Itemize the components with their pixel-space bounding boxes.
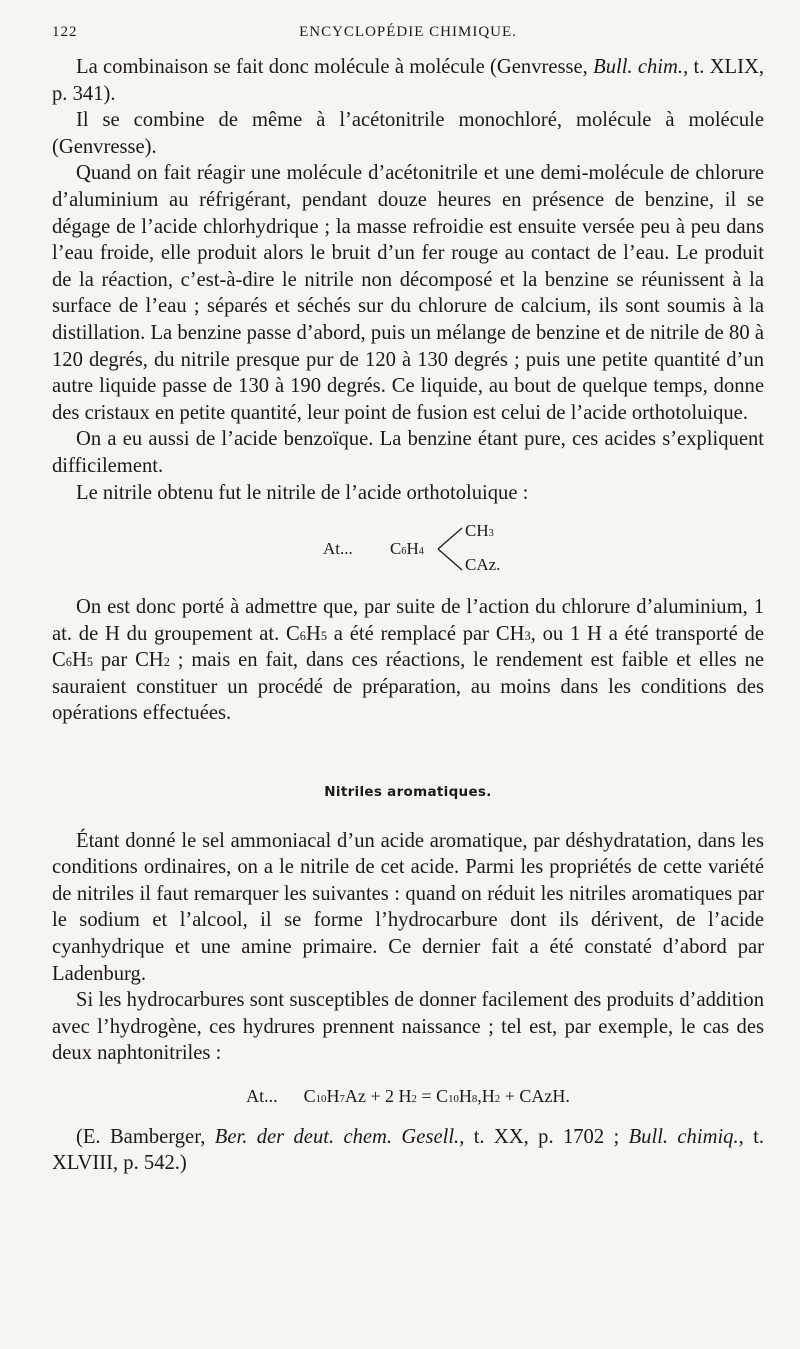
journal-title: Ber. der deut. chem. Gesell. — [214, 1125, 460, 1148]
formula-prefix: At... — [323, 539, 353, 559]
paragraph: La combinaison se fait donc molécule à molécule (Genvresse, Bull. chim., t. XLIX, p. 341). — [52, 56, 764, 105]
page-header — [52, 24, 764, 48]
formula-core: $C^6H^4$ — [390, 539, 424, 559]
formula-bottom-group: CAz. — [465, 555, 501, 575]
page-number: 122 — [52, 24, 78, 40]
section-title: Nitriles aromatiques. — [324, 784, 492, 801]
paragraph: On est donc porté à admettre que, par suite de l’action du chlorure d’aluminium, 1 at. de H du groupement at. $C^6H^5$ a été remplacé par $CH^3$, ou 1 H a été transporté de $C^6H^5$ par $CH^2$ ; mais en fait, dans ces réactions, le rendement est faible et elles ne sauraient constituer un procédé de préparation, au moins dans les conditions des opérations effectuées. — [52, 596, 765, 725]
reference: (E. Bamberger, Ber. der deut. chem. Gesell., t. XX, p. 1702 ; Bull. chimiq., t. XLVIII, p. 542.) — [52, 1125, 764, 1175]
running-title: ENCYCLOPÉDIE CHIMIQUE. — [299, 24, 517, 40]
paragraph: Étant donné le sel ammoniacal d’un acide aromatique, par déshydratation, dans les conditions ordinaires, on a le nitrile de cet acide. Parmi les propriétés de cette variété de nitriles il faut remarquer les suivantes : quand on réduit les nitriles aromatiques par le sodium et l’alcool, il se forme l’hydrocarbure dont ils dérivent, de l’acide cyanhydrique et une amine primaire. Ce dernier fait a été constaté d’abord par Ladenburg. — [52, 829, 764, 985]
journal-title: Bull. chim. — [593, 56, 684, 78]
paragraph: Le nitrile obtenu fut le nitrile de l’acide orthotoluique : — [76, 481, 529, 504]
paragraph: Quand on fait réagir une molécule d’acétonitrile et une demi-molécule de chlorure d’aluminium au réfrigérant, pendant douze heures en présence de benzine, il se dégage de l’acide chlorhydrique ; la masse refroidie est ensuite versée peu à peu dans l’eau froide, elle produit alors le bruit d’un fer rouge au contact de l’eau. Le produit de la réaction, c’est-à-dire le nitrile non décomposé et la benzine se réunissent à la surface de l’eau ; séparés et séchés sur du chlorure de calcium, ils sont soumis à la distillation. La benzine passe d’abord, puis un mélange de benzine et de nitrile de 80 à 120 degrés, du nitrile presque pur de 120 à 130 degrés ; puis une petite quantité d’un autre liquide passe de 130 à 190 degrés. Ce liquide, au bout de quelque temps, donne des cristaux en petite quantité, leur point de fusion est celui de l’acide orthotoluique. — [52, 162, 764, 424]
structural-formula — [52, 514, 764, 586]
page-body — [52, 54, 764, 1177]
paragraph: Il se combine de même à l’acétonitrile monochloré, molécule à molécule (Genvresse). — [52, 109, 764, 158]
chemical-equation: At... $C^{10}H^7Az + 2$ $H^2 = C^{10}H^8,H^2$ + CAzH. — [246, 1086, 570, 1106]
paragraph: Si les hydrocarbures sont susceptibles de donner facilement des produits d’addition avec l’hydrogène, ces hydrures prennent naissance ; tel est, par exemple, le cas des deux naphtonitriles : — [52, 989, 764, 1065]
journal-title: Bull. chimiq. — [628, 1125, 739, 1148]
formula-top-group: $CH^3$ — [465, 521, 494, 541]
paragraph: On a eu aussi de l’acide benzoïque. La benzine étant pure, ces acides s’expliquent difficilement. — [52, 428, 764, 477]
branch-bracket-icon — [436, 522, 466, 578]
